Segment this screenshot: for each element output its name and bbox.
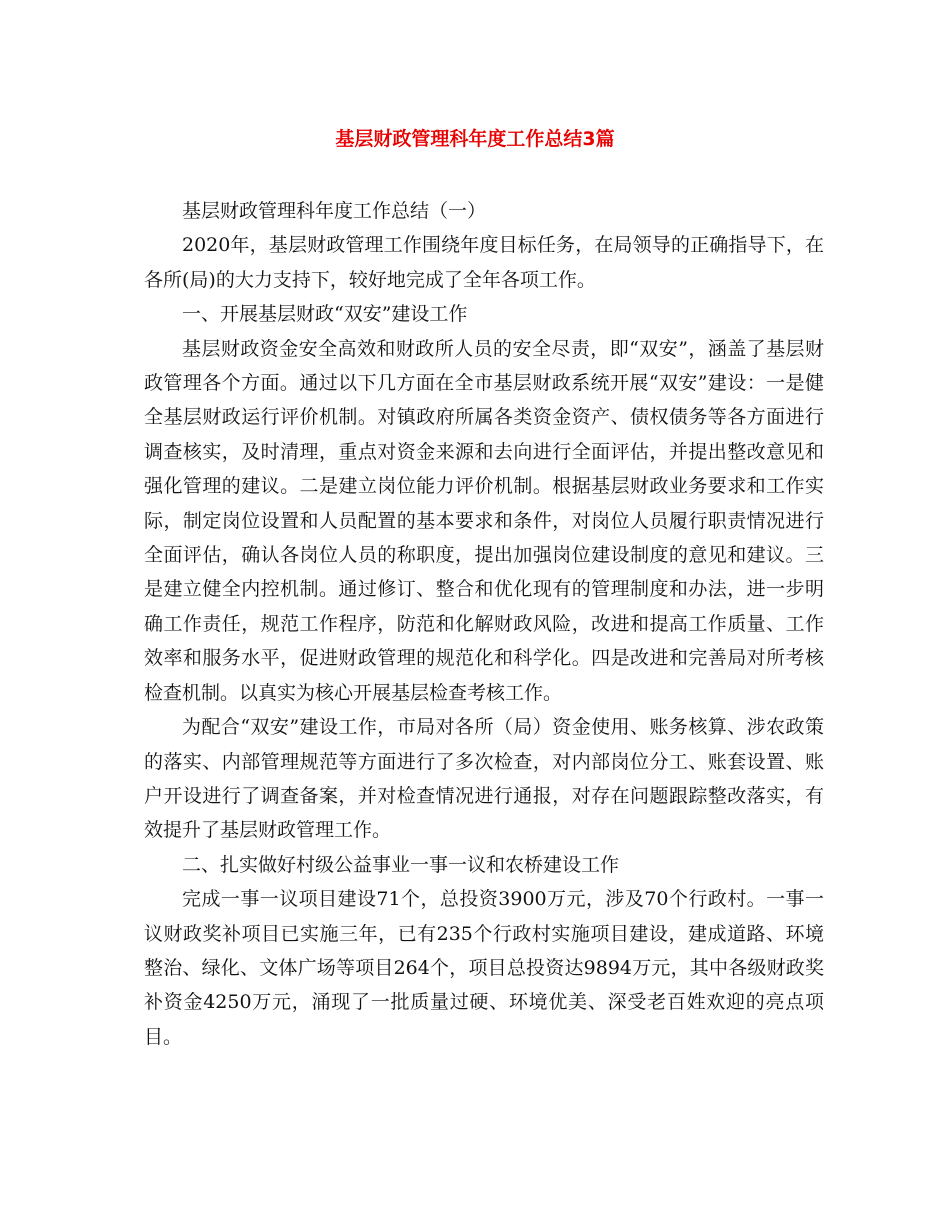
paragraph-yishiyiyi: 完成一事一议项目建设71个，总投资3900万元，涉及70个行政村。一事一议财政奖补项目已实施三年，已有235个行政村实施项目建设，建成道路、环境整治、绿化、文体广场等项目264个，项目总投资达9894万元，其中各级财政奖补资金4250万元，涌现了一批质量过硬、环境优美、深受老百姓欢迎的亮点项目。 <box>144 888 824 1048</box>
section-heading-1: 一、开展基层财政“双安”建设工作 <box>182 303 468 326</box>
document-body <box>144 194 824 1054</box>
section-heading-2: 二、扎实做好村级公益事业一事一议和农桥建设工作 <box>182 853 620 876</box>
paragraph-shuangan-inspection: 为配合“双安”建设工作，市局对各所（局）资金使用、账务核算、涉农政策的落实、内部管理规范等方面进行了多次检查，对内部岗位分工、账套设置、账户开设进行了调查备案，并对检查情况进行通报，对存在问题跟踪整改落实，有效提升了基层财政管理工作。 <box>144 716 824 842</box>
paragraph-subtitle: 基层财政管理科年度工作总结（一） <box>182 200 487 222</box>
document-title: 基层财政管理科年度工作总结3篇 <box>335 128 615 150</box>
paragraph-intro: 2020年，基层财政管理工作围绕年度目标任务，在局领导的正确指导下，在各所(局)的大力支持下，较好地完成了全年各项工作。 <box>144 234 824 291</box>
paragraph-shuangan-details: 基层财政资金安全高效和财政所人员的安全尽责，即“双安”，涵盖了基层财政管理各个方面。通过以下几方面在全市基层财政系统开展“双安”建设：一是健全基层财政运行评价机制。对镇政府所属各类资金资产、债权债务等各方面进行调查核实，及时清理，重点对资金来源和去向进行全面评估，并提出整改意见和强化管理的建议。二是建立岗位能力评价机制。根据基层财政业务要求和工作实际，制定岗位设置和人员配置的基本要求和条件，对岗位人员履行职责情况进行全面评估，确认各岗位人员的称职度，提出加强岗位建设制度的意见和建议。三是建立健全内控机制。通过修订、整合和优化现有的管理制度和办法，进一步明确工作责任，规范工作程序，防范和化解财政风险，改进和提高工作质量、工作效率和服务水平，促进财政管理的规范化和科学化。四是改进和完善局对所考核检查机制。以真实为核心开展基层检查考核工作。 <box>144 337 824 704</box>
